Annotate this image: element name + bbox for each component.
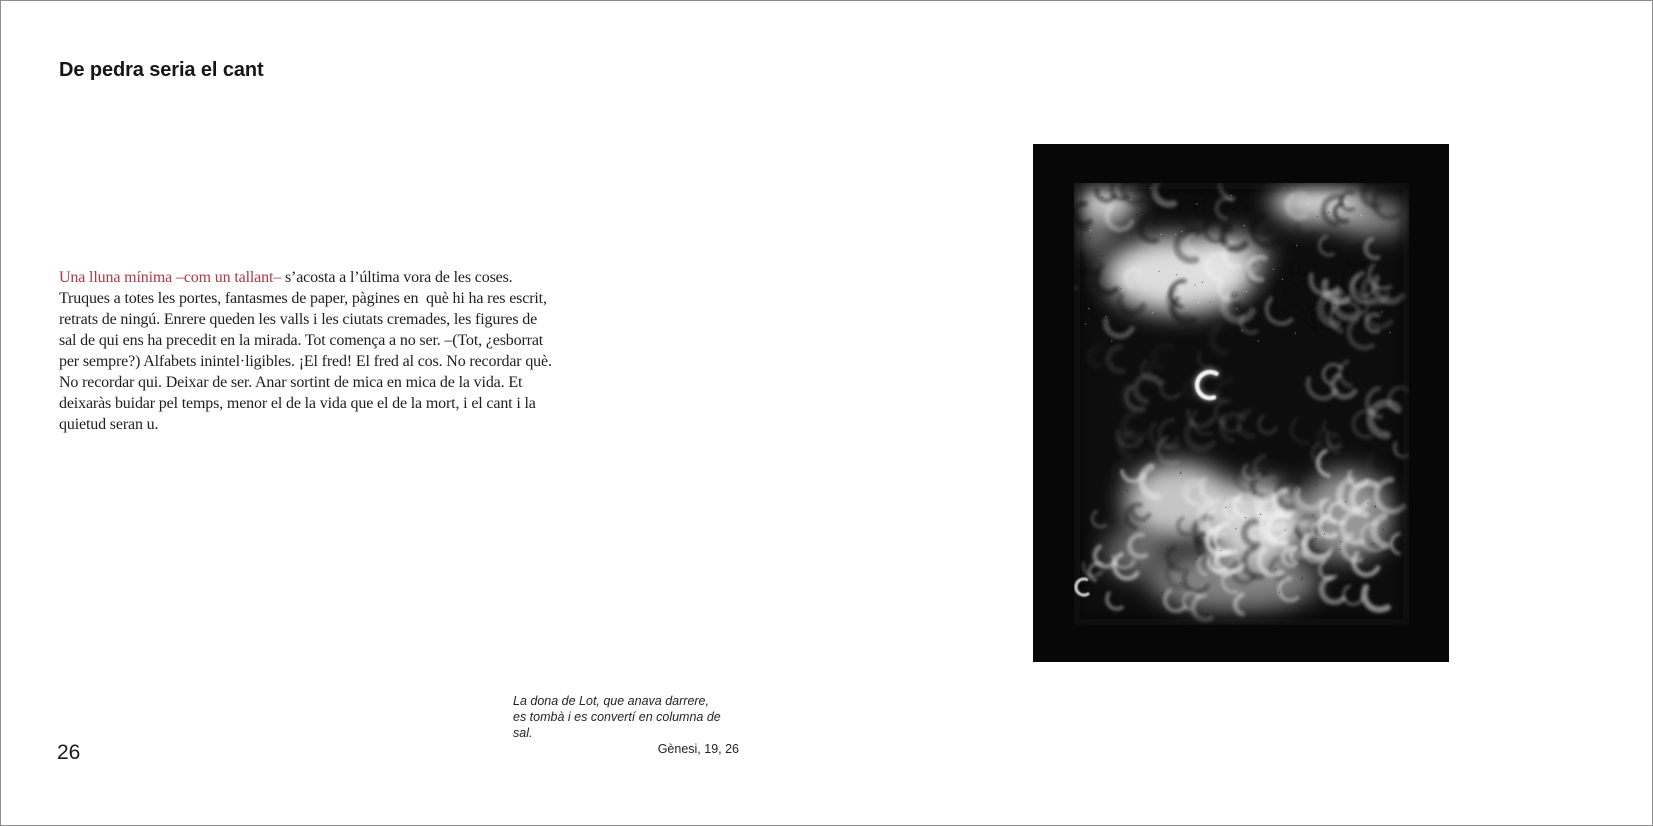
- quote-line: La dona de Lot, que anava darrere,: [513, 694, 709, 708]
- poem-line: [59, 267, 552, 288]
- poem-line: Truques a totes les portes, fantasmes de paper, pàgines en què hi ha res escrit,: [59, 290, 547, 307]
- poem-line: retrats de ningú. Enrere queden les valls i les ciutats cremades, les figures de: [59, 311, 538, 328]
- bible-quote: [513, 693, 739, 757]
- eclipse-crescents-photo: [1074, 183, 1409, 625]
- photo-black-frame: [1033, 144, 1449, 662]
- poem-line-rest: s’acosta a l’última vora de les coses.: [281, 269, 513, 286]
- quote-line: es tombà i es convertí en columna de sal.: [513, 710, 721, 740]
- poem-line: per sempre?) Alfabets inintel·ligibles. ¡El fred! El fred al cos. No recordar què.: [59, 353, 552, 370]
- poem-line: quietud seran u.: [59, 416, 159, 433]
- page-title: De pedra seria el cant: [59, 59, 264, 81]
- red-opening-phrase: Una lluna mínima –com un tallant–: [59, 269, 282, 286]
- poem-paragraph: [59, 267, 552, 435]
- poem-line: No recordar qui. Deixar de ser. Anar sortint de mica en mica de la vida. Et: [59, 374, 523, 391]
- page-number: 26: [57, 741, 81, 764]
- quote-attribution: Gènesi, 19, 26: [657, 742, 739, 756]
- poem-line: deixaràs buidar pel temps, menor el de la vida que el de la mort, i el cant i la: [59, 395, 536, 412]
- poem-line: sal de qui ens ha precedit en la mirada. Tot comença a no ser. –(Tot, ¿esborrat: [59, 332, 544, 349]
